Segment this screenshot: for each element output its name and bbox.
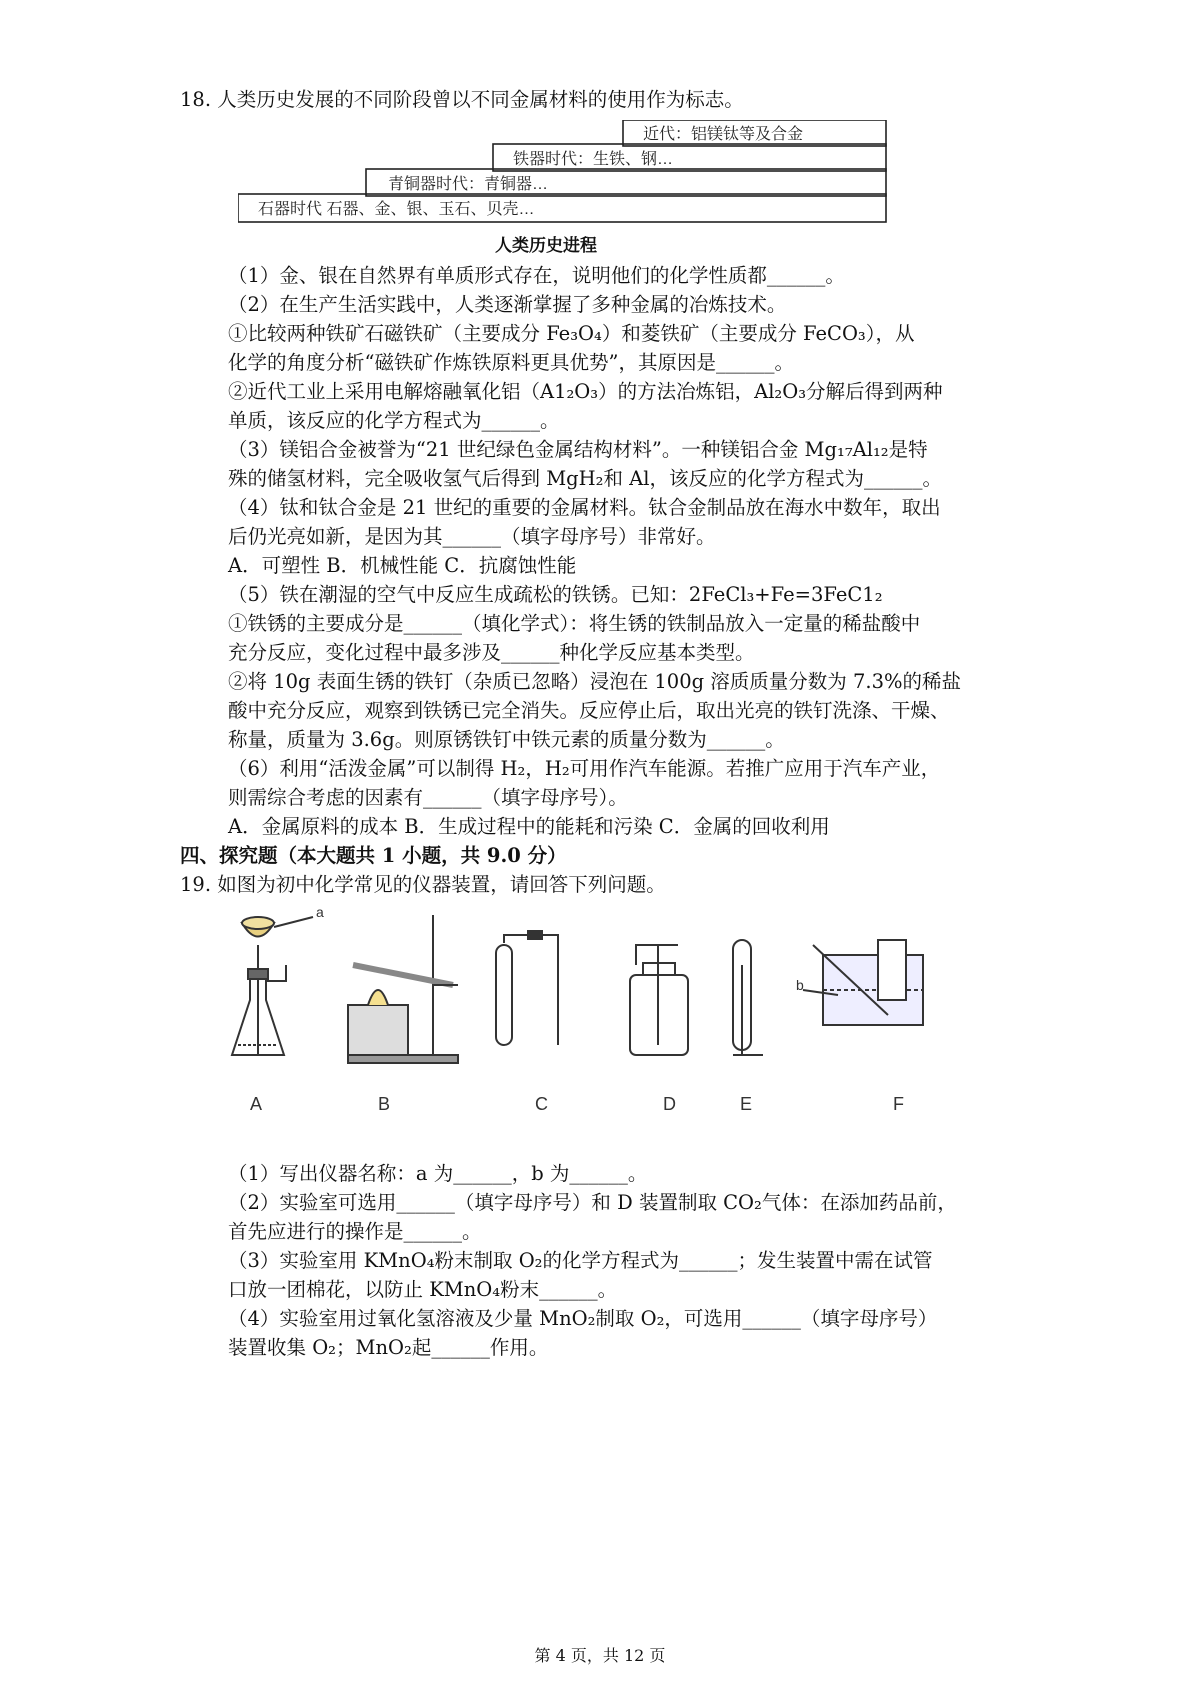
q18-part3-line2: 殊的储氢材料，完全吸收氢气后得到 MgH₂和 Al，该反应的化学方程式为______。 [228, 467, 942, 490]
timeline-title: 人类历史进程 [495, 236, 597, 255]
q19-part1: （1）写出仪器名称：a 为______，b 为______。 [228, 1162, 648, 1185]
q19-part2-line1: （2）实验室可选用______（填字母序号）和 D 装置制取 CO₂气体：在添加药品前， [228, 1191, 957, 1214]
q18-part5-2-line2: 酸中充分反应，观察到铁锈已完全消失。反应停止后，取出光亮的铁钉洗涤、干燥、 [228, 699, 950, 722]
q18-part6-line2: 则需综合考虑的因素有______（填字母序号）。 [228, 786, 628, 809]
q18-part2-1-line2: 化学的角度分析“磁铁矿作炼铁原料更具优势”，其原因是______。 [228, 351, 794, 374]
q18-part5-2-line1: ②将 10g 表面生锈的铁钉（杂质已忽略）浸泡在 100g 溶质质量分数为 7.3%的稀盐 [228, 670, 962, 693]
q19-part4-line2: 装置收集 O₂；MnO₂起______作用。 [228, 1336, 549, 1359]
q18-part2-1-line1: ①比较两种铁矿石磁铁矿（主要成分 Fe₃O₄）和菱铁矿（主要成分 FeCO₃），从 [228, 322, 915, 345]
q18-part3-line1: （3）镁铝合金被誉为“21 世纪绿色金属结构材料”。一种镁铝合金 Mg₁₇Al₁₂是特 [228, 438, 928, 461]
q18-part6-options: A．金属原料的成本 B．生成过程中的能耗和污染 C．金属的回收利用 [228, 815, 830, 838]
q19-stem: 19. 如图为初中化学常见的仪器装置，请回答下列问题。 [180, 873, 666, 896]
q18-part6-line1: （6）利用“活泼金属”可以制得 H₂，H₂可用作汽车能源。若推广应用于汽车产业， [228, 757, 941, 780]
label-B: B [378, 1094, 391, 1114]
page-footer: 第 4 页，共 12 页 [534, 1646, 666, 1665]
timeline-row-modern: 近代：铝镁钛等及合金 [643, 126, 804, 143]
apparatus-figure [228, 905, 958, 1135]
q18-part2-2-line1: ②近代工业上采用电解熔融氧化铝（A1₂O₃）的方法冶炼铝，Al₂O₃分解后得到两种 [228, 380, 943, 403]
timeline-row-iron: 铁器时代：生铁、钢… [513, 151, 674, 168]
q18-part2: （2）在生产生活实践中，人类逐渐掌握了多种金属的冶炼技术。 [228, 293, 787, 316]
label-C: C [535, 1094, 548, 1114]
section-heading: 四、探究题（本大题共 1 小题，共 9.0 分） [180, 844, 567, 867]
q18-part2-2-line2: 单质，该反应的化学方程式为______。 [228, 409, 560, 432]
q18-stem: 18. 人类历史发展的不同阶段曾以不同金属材料的使用作为标志。 [180, 88, 744, 111]
timeline-row-stone: 石器时代 石器、金、银、玉石、贝壳… [258, 201, 535, 218]
marker-b: b [796, 977, 804, 993]
marker-a: a [316, 905, 324, 920]
label-F: F [893, 1094, 904, 1114]
q19-part3-line1: （3）实验室用 KMnO₄粉末制取 O₂的化学方程式为______；发生装置中需在试管 [228, 1249, 933, 1272]
q18-part5-1-line2: 充分反应，变化过程中最多涉及______种化学反应基本类型。 [228, 641, 755, 664]
q19-part3-line2: 口放一团棉花，以防止 KMnO₄粉末______。 [228, 1278, 618, 1301]
q18-part5-1-line1: ①铁锈的主要成分是______（填化学式）：将生锈的铁制品放入一定量的稀盐酸中 [228, 612, 921, 635]
history-timeline-figure [238, 120, 898, 232]
q18-part5-2-line3: 称量，质量为 3.6g。则原锈铁钉中铁元素的质量分数为______。 [228, 728, 785, 751]
q18-part4-line2: 后仍光亮如新，是因为其______（填字母序号）非常好。 [228, 525, 716, 548]
timeline-row-bronze: 青铜器时代：青铜器… [388, 176, 549, 193]
q19-part2-line2: 首先应进行的操作是______。 [228, 1220, 482, 1243]
q18-part5: （5）铁在潮湿的空气中反应生成疏松的铁锈。已知：2FeCl₃+Fe=3FeC1₂ [228, 583, 883, 606]
label-E: E [740, 1094, 753, 1114]
label-D: D [663, 1094, 676, 1114]
q18-part4-line1: （4）钛和钛合金是 21 世纪的重要的金属材料。钛合金制品放在海水中数年，取出 [228, 496, 941, 519]
q18-part4-options: A．可塑性 B．机械性能 C．抗腐蚀性能 [228, 554, 577, 577]
label-A: A [250, 1094, 263, 1114]
q19-part4-line1: （4）实验室用过氧化氢溶液及少量 MnO₂制取 O₂，可选用______（填字母序号） [228, 1307, 938, 1330]
q18-part1: （1）金、银在自然界有单质形式存在，说明他们的化学性质都______。 [228, 264, 845, 287]
